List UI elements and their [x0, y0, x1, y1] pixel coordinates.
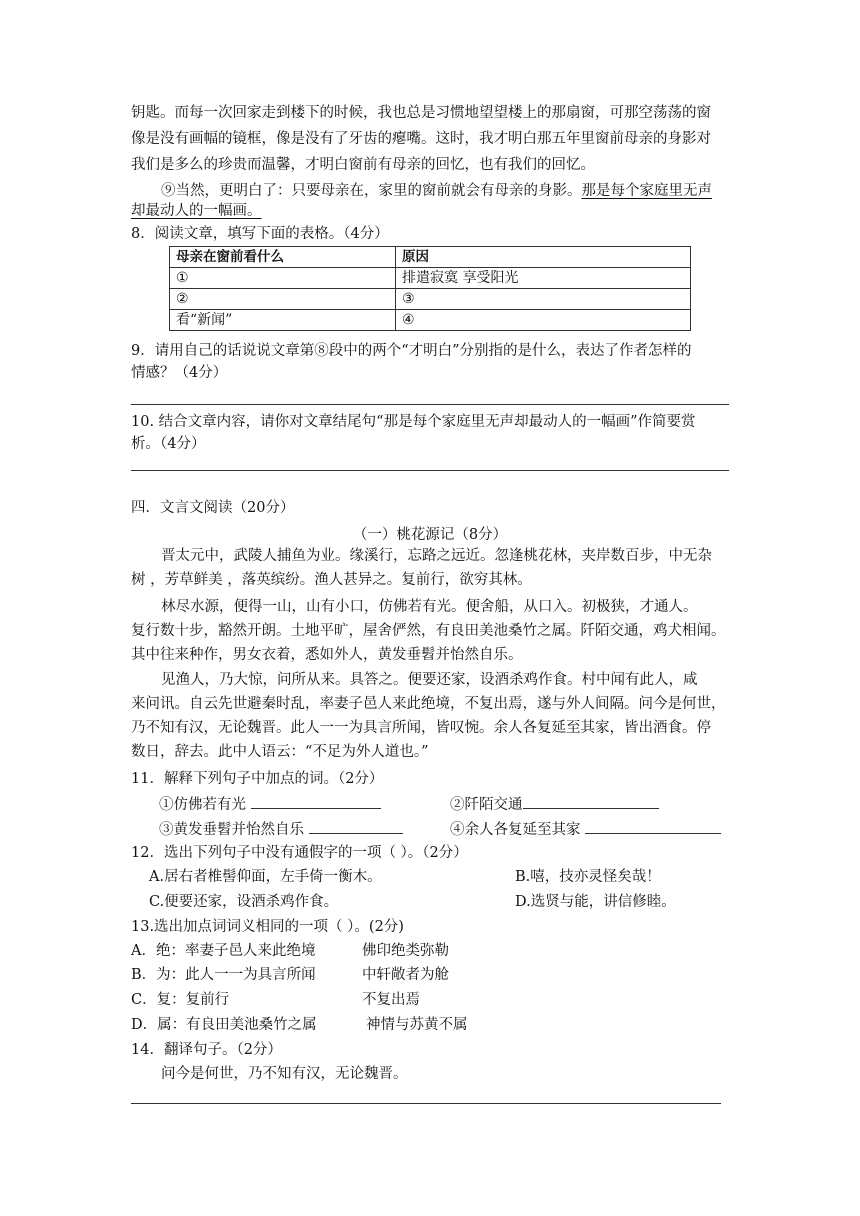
passage-line: 钥匙。而每一次回家走到楼下的时候，我也总是习惯地望望楼上的那扇窗，可那空荡荡的窗 [131, 105, 711, 121]
table-cell: ③ [396, 289, 691, 310]
q11-item: ③黄发垂髫并怡然自乐 [159, 819, 403, 840]
table-header: 母亲在窗前看什么 [170, 247, 396, 268]
table-cell: 排遣寂寞 享受阳光 [396, 268, 691, 289]
answer-line[interactable] [131, 1103, 721, 1104]
classical-text-line: 数日，辞去。此中人语云：“不足为外人道也。” [131, 744, 429, 760]
q13-option-c[interactable]: C．复：复前行 [131, 992, 230, 1008]
classical-text-line: 树 ，芳草鲜美 ，落英缤纷。渔人甚异之。复前行，欲穷其林。 [131, 572, 532, 588]
q11-item: ①仿佛若有光 [159, 794, 381, 815]
q13-option-d[interactable]: D．属：有良田美池桑竹之属 [131, 1017, 317, 1033]
q12-option-a[interactable]: A.居右者椎髻仰面，左手倚一衡木。 [149, 869, 382, 885]
answer-line[interactable] [131, 404, 729, 405]
table-cell: ④ [396, 310, 691, 331]
question-11: 11．解释下列句子中加点的词。（2分） [131, 771, 384, 787]
table-cell: ② [170, 289, 396, 310]
answer-blank[interactable] [251, 794, 381, 809]
paragraph-9-underlined: 那是每个家庭里无声 [581, 183, 712, 199]
classical-text-line: 复行数十步，豁然开朗。土地平旷，屋舍俨然，有良田美池桑竹之属。阡陌交通，鸡犬相闻。 [131, 623, 726, 639]
paragraph-9-lead: ⑨当然，更明白了：只要母亲在，家里的窗前就会有母亲的身影。 [161, 183, 582, 199]
question-14: 14．翻译句子。（2分） [131, 1042, 282, 1058]
answer-blank[interactable] [585, 819, 721, 834]
q14-sentence: 问今是何世，乃不知有汉，无论魏晋。 [161, 1066, 408, 1082]
q12-option-d[interactable]: D.选贤与能，讲信修睦。 [515, 894, 676, 910]
paragraph-9 [161, 181, 712, 201]
q13-option-b[interactable]: B．为：此人一一为具言所闻 [131, 967, 316, 983]
question-8: 8．阅读文章，填写下面的表格。（4分） [131, 226, 389, 242]
table-cell: 看“新闻” [170, 310, 396, 331]
question-9-cont: 情感？（4分） [131, 365, 228, 381]
classical-text-line: 来问讯。自云先世避秦时乱，率妻子邑人来此绝境，不复出焉，遂与外人间隔。问今是何世， [131, 696, 726, 712]
q11-item: ④余人各复延至其家 [450, 819, 721, 840]
classical-text-line: 晋太元中，武陵人捕鱼为业。缘溪行，忘路之远近。忽逢桃花林，夹岸数百步，中无杂 [161, 548, 712, 564]
q13-option-d-compare: 神情与苏黄不属 [366, 1017, 468, 1033]
classical-text-line: 见渔人，乃大惊，问所从来。具答之。便要还家，设酒杀鸡作食。村中闻有此人，咸 [161, 672, 698, 688]
q11-item: ②阡陌交通 [450, 794, 659, 815]
paragraph-9-underlined-cont: 却最动人的一幅画。 [131, 203, 262, 219]
question-10: 10. 结合文章内容，请你对文章结尾句“那是每个家庭里无声却最动人的一幅画”作简要赏 [131, 414, 696, 430]
classical-text-line: 乃不知有汉，无论魏晋。此人一一为具言所闻，皆叹惋。余人各复延至其家，皆出酒食。停 [131, 720, 711, 736]
question-12: 12．选出下列句子中没有通假字的一项（ ）。（2分） [131, 845, 468, 861]
classical-text-line: 林尽水源，便得一山，山有小口，仿佛若有光。便舍船，从口入。初极狭，才通人。 [161, 599, 698, 615]
q12-option-c[interactable]: C.便要还家，设酒杀鸡作食。 [149, 894, 339, 910]
section-subtitle: （一）桃花源记（8分） [352, 527, 508, 543]
table-cell: ① [170, 268, 396, 289]
q13-option-c-compare: 不复出焉 [362, 992, 420, 1008]
question-9: 9．请用自己的话说说文章第⑧段中的两个“才明白”分别指的是什么，表达了作者怎样的 [131, 343, 692, 359]
table-header: 原因 [396, 247, 691, 268]
q12-option-b[interactable]: B.嘻，技亦灵怪矣哉！ [515, 869, 661, 885]
answer-blank[interactable] [523, 794, 659, 809]
answer-line[interactable] [131, 470, 729, 471]
question-13: 13.选出加点词词义相同的一项（ ）。(2分) [131, 919, 404, 935]
classical-text-line: 其中往来种作，男女衣着，悉如外人，黄发垂髫并怡然自乐。 [131, 647, 523, 663]
section-title: 四．文言文阅读（20分） [131, 500, 295, 516]
q13-option-a-compare: 佛印绝类弥勒 [362, 943, 449, 959]
q13-option-a[interactable]: A．绝：率妻子邑人来此绝境 [131, 943, 316, 959]
passage-line: 像是没有画幅的镜框，像是没有了牙齿的瘪嘴。这时，我才明白那五年里窗前母亲的身影对 [131, 131, 711, 147]
q8-table [169, 246, 691, 331]
answer-blank[interactable] [309, 819, 403, 834]
question-10-cont: 析。（4分） [131, 436, 206, 452]
passage-line: 我们是多么的珍贵而温馨，才明白窗前有母亲的回忆，也有我们的回忆。 [131, 157, 595, 173]
q13-option-b-compare: 中轩敞者为舱 [362, 967, 449, 983]
